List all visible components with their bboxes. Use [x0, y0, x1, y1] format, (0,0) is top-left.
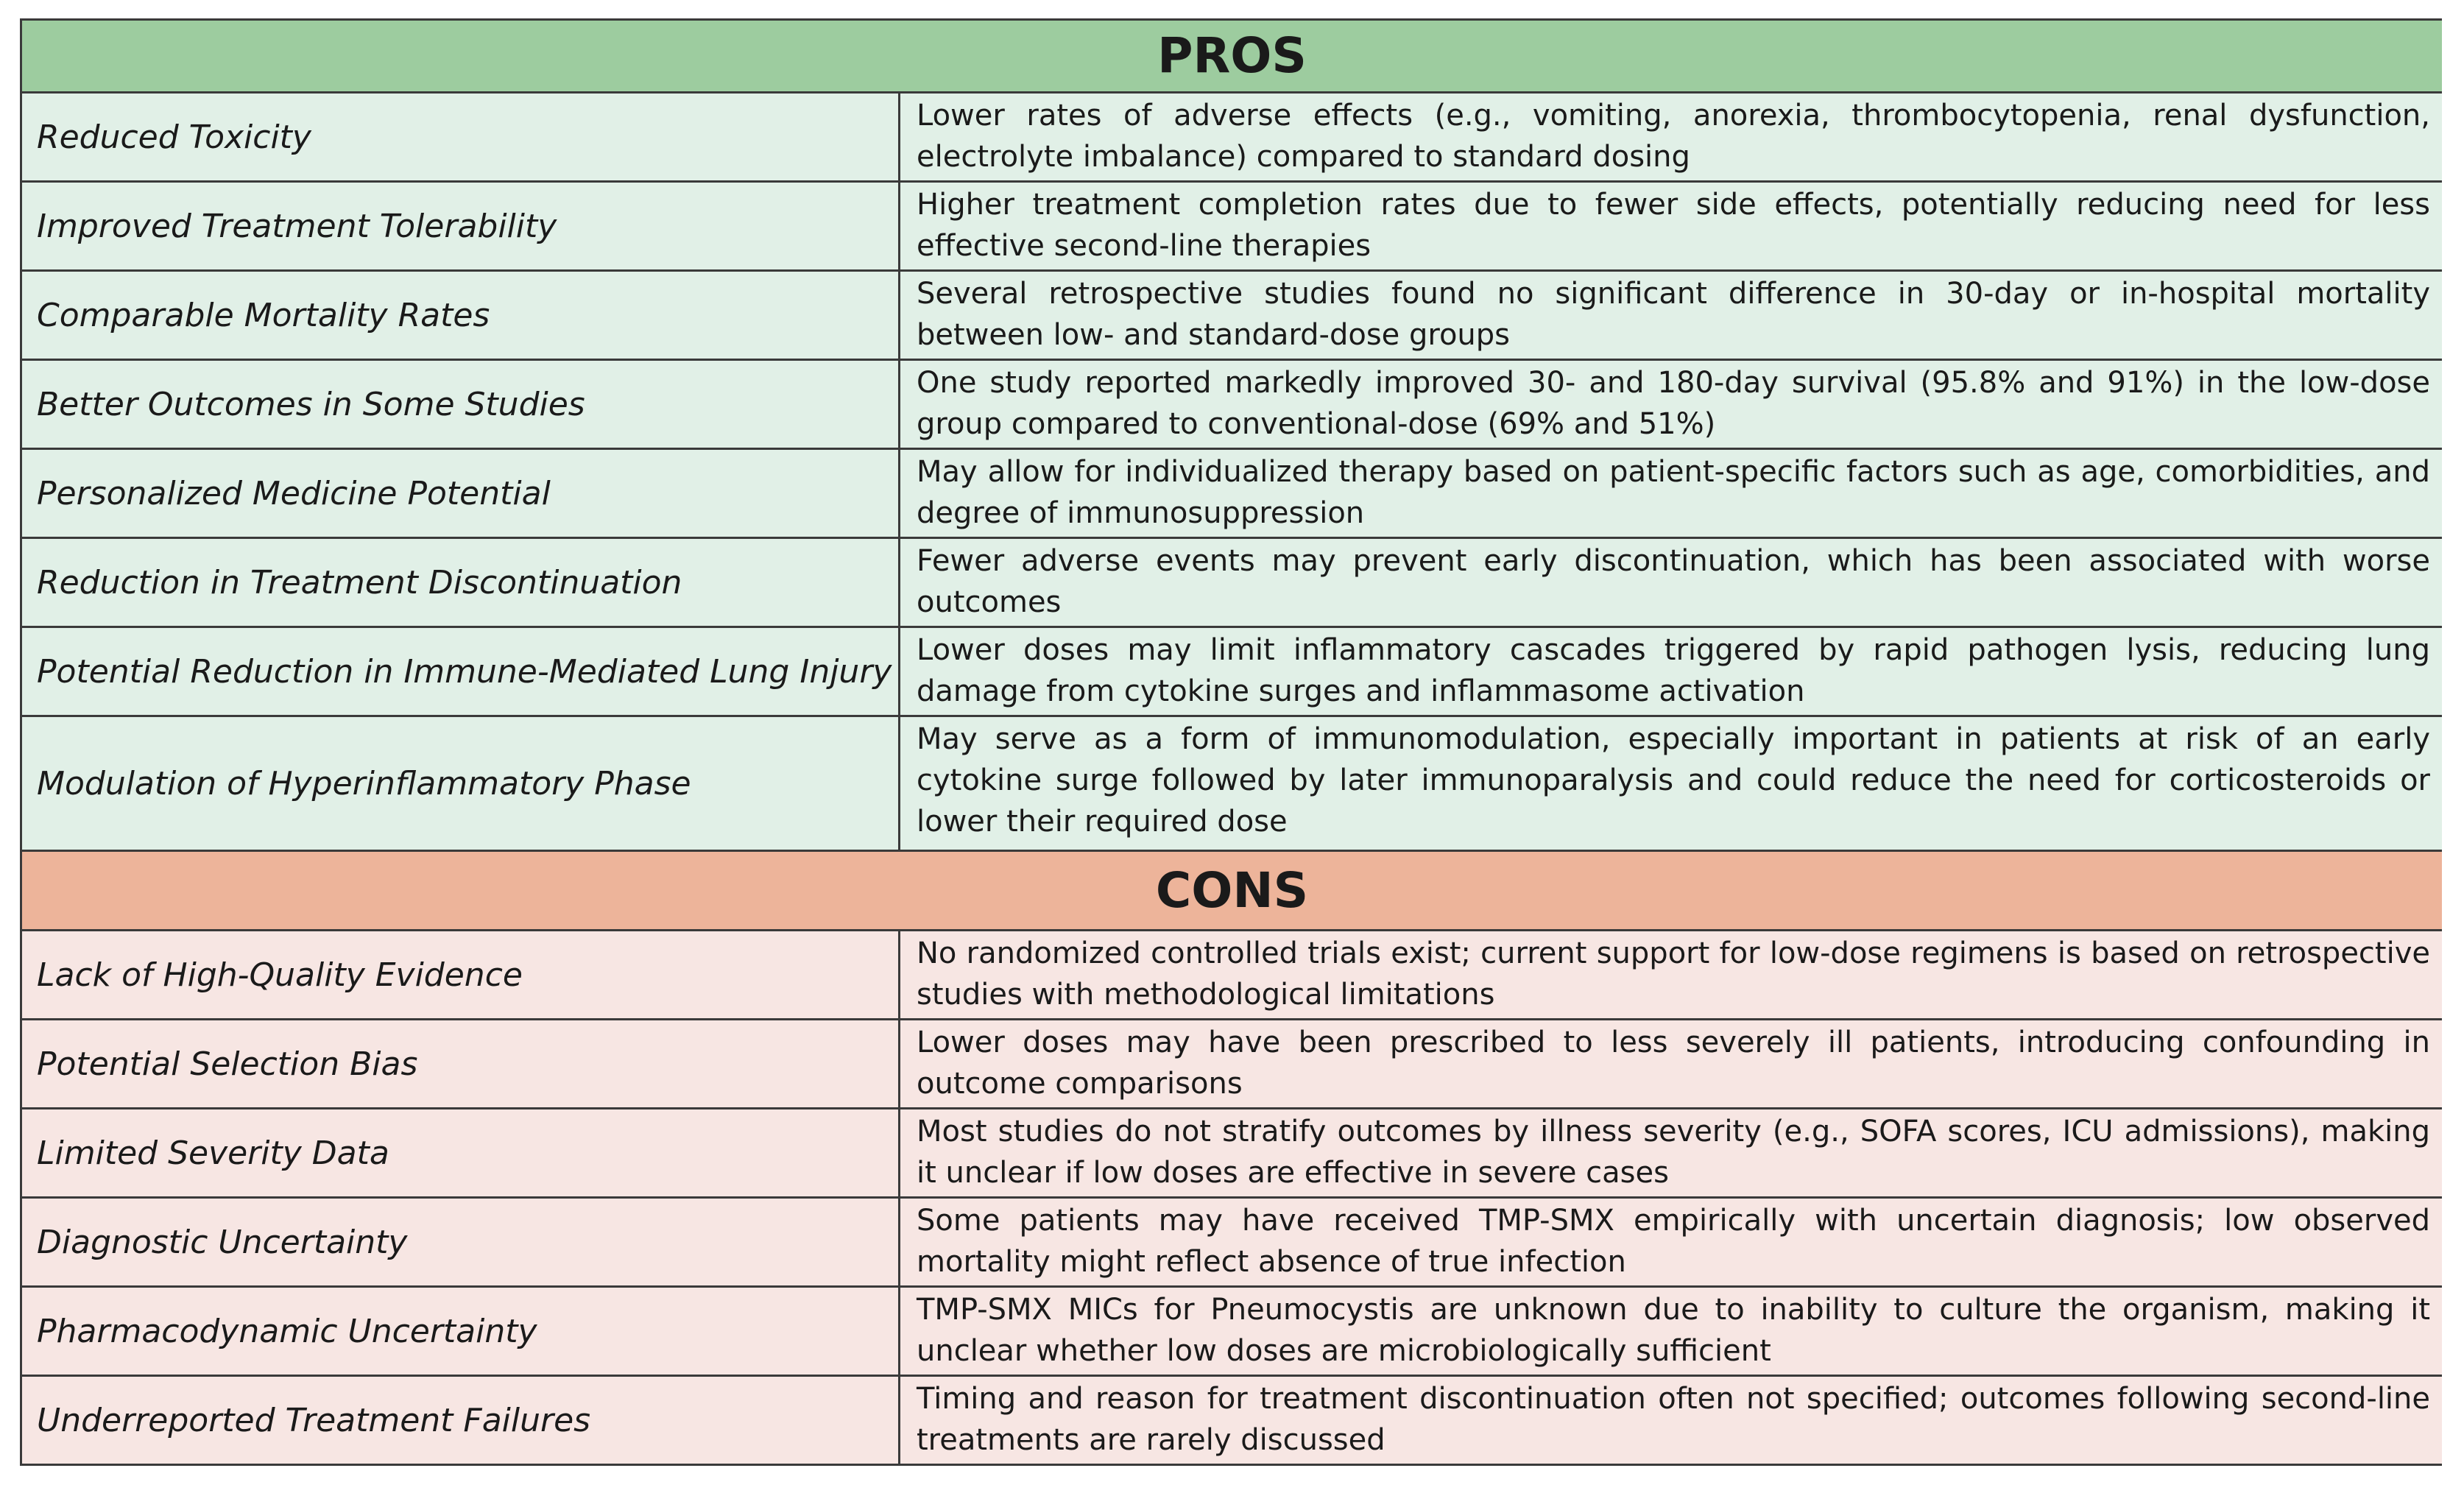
row-description: May allow for individualized therapy based on patient-specific factors such as age, comorbidities, and degree of immunosuppression	[900, 449, 2443, 538]
table-row	[21, 182, 2443, 271]
row-description: No randomized controlled trials exist; current support for low-dose regimens is based on retrospective studies with methodological limitations	[900, 931, 2443, 1020]
row-description: Fewer adverse events may prevent early discontinuation, which has been associated with worse outcomes	[900, 538, 2443, 627]
table-row	[21, 627, 2443, 716]
row-description: TMP-SMX MICs for Pneumocystis are unknown due to inability to culture the organism, making it unclear whether low doses are microbiologically sufficient	[900, 1287, 2443, 1376]
row-label: Pharmacodynamic Uncertainty	[21, 1287, 900, 1376]
pros-header-row	[21, 20, 2443, 93]
row-label: Reduced Toxicity	[21, 93, 900, 182]
table-row	[21, 1109, 2443, 1198]
row-label: Modulation of Hyperinflammatory Phase	[21, 716, 900, 851]
row-description: Most studies do not stratify outcomes by illness severity (e.g., SOFA scores, ICU admissions), making it unclear if low doses are effective in severe cases	[900, 1109, 2443, 1198]
row-label: Limited Severity Data	[21, 1109, 900, 1198]
table-row	[21, 716, 2443, 851]
row-description: Timing and reason for treatment discontinuation often not specified; outcomes following second-line treatments are rarely discussed	[900, 1376, 2443, 1465]
table-row	[21, 93, 2443, 182]
row-description: Some patients may have received TMP-SMX empirically with uncertain diagnosis; low observed mortality might reflect absence of true infection	[900, 1198, 2443, 1287]
table-row	[21, 1376, 2443, 1465]
table-row	[21, 449, 2443, 538]
row-label: Lack of High-Quality Evidence	[21, 931, 900, 1020]
row-description: Lower rates of adverse effects (e.g., vomiting, anorexia, thrombocytopenia, renal dysfunction, electrolyte imbalance) compared to standard dosing	[900, 93, 2443, 182]
cons-header-row	[21, 851, 2443, 931]
row-description: Lower doses may have been prescribed to less severely ill patients, introducing confounding in outcome comparisons	[900, 1020, 2443, 1109]
row-label: Reduction in Treatment Discontinuation	[21, 538, 900, 627]
row-description: Higher treatment completion rates due to fewer side effects, potentially reducing need for less effective second-line therapies	[900, 182, 2443, 271]
table-row	[21, 1198, 2443, 1287]
table-row	[21, 1287, 2443, 1376]
cons-header: CONS	[21, 851, 2443, 931]
table-row	[21, 360, 2443, 449]
row-label: Potential Reduction in Immune-Mediated Lung Injury	[21, 627, 900, 716]
row-label: Underreported Treatment Failures	[21, 1376, 900, 1465]
pros-cons-table	[20, 18, 2442, 1466]
row-label: Improved Treatment Tolerability	[21, 182, 900, 271]
row-label: Diagnostic Uncertainty	[21, 1198, 900, 1287]
row-label: Better Outcomes in Some Studies	[21, 360, 900, 449]
pros-header: PROS	[21, 20, 2443, 93]
row-label: Potential Selection Bias	[21, 1020, 900, 1109]
row-description: One study reported markedly improved 30- and 180-day survival (95.8% and 91%) in the low-dose group compared to conventional-dose (69% and 51%)	[900, 360, 2443, 449]
row-description: Lower doses may limit inflammatory cascades triggered by rapid pathogen lysis, reducing lung damage from cytokine surges and inflammasome activation	[900, 627, 2443, 716]
row-label: Personalized Medicine Potential	[21, 449, 900, 538]
table-row	[21, 271, 2443, 360]
table-row	[21, 1020, 2443, 1109]
pros-cons-table-container	[20, 18, 2442, 1472]
row-description: Several retrospective studies found no significant difference in 30-day or in-hospital mortality between low- and standard-dose groups	[900, 271, 2443, 360]
row-description: May serve as a form of immunomodulation, especially important in patients at risk of an early cytokine surge followed by later immunoparalysis and could reduce the need for corticosteroids or lower their required dose	[900, 716, 2443, 851]
table-row	[21, 538, 2443, 627]
row-label: Comparable Mortality Rates	[21, 271, 900, 360]
table-row	[21, 931, 2443, 1020]
